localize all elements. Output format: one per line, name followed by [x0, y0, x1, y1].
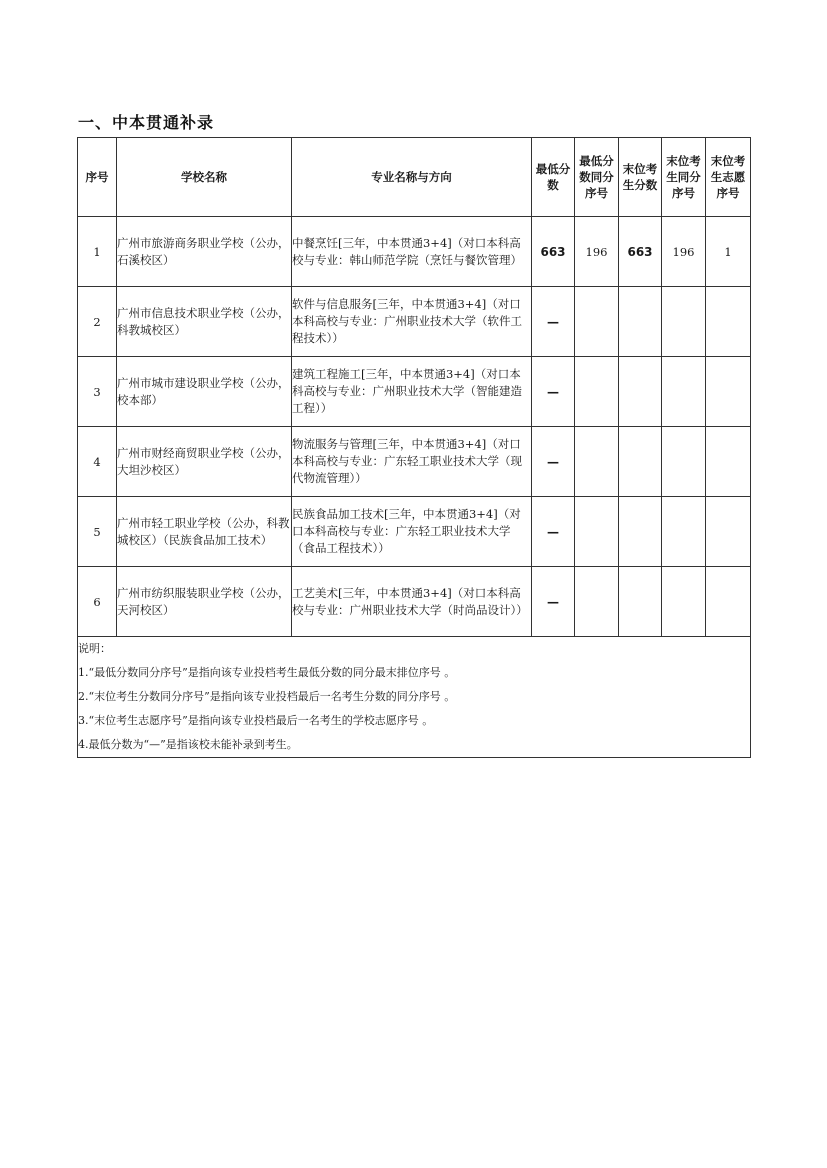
row-min-score: — [532, 497, 575, 567]
row-last-rank [662, 427, 706, 497]
row-major: 物流服务与管理[三年，中本贯通3+4]（对口本科高校与专业：广东轻工职业技术大学（现代物流管理）） [292, 427, 532, 497]
row-last-pref [706, 497, 751, 567]
note-line: 3.“末位考生志愿序号”是指向该专业投档最后一名考生的学校志愿序号 。 [78, 714, 434, 727]
row-min-score: — [532, 567, 575, 637]
row-min-rank [575, 567, 619, 637]
header-last-score: 末位考生分数 [619, 138, 662, 217]
row-major: 中餐烹饪[三年，中本贯通3+4]（对口本科高校与专业：韩山师范学院（烹饪与餐饮管理） [292, 217, 532, 287]
row-school: 广州市轻工职业学校（公办，科教城校区）（民族食品加工技术） [117, 497, 292, 567]
row-school: 广州市城市建设职业学校（公办，校本部） [117, 357, 292, 427]
row-last-score [619, 287, 662, 357]
table-row [78, 427, 751, 497]
row-min-rank [575, 427, 619, 497]
row-school: 广州市纺织服装职业学校（公办，天河校区） [117, 567, 292, 637]
row-last-score [619, 427, 662, 497]
row-last-pref [706, 427, 751, 497]
table-header-row [78, 138, 751, 217]
row-last-rank: 196 [662, 217, 706, 287]
row-major: 建筑工程施工[三年，中本贯通3+4]（对口本科高校与专业：广州职业技术大学（智能建造工程）） [292, 357, 532, 427]
page-title: 一、中本贯通补录 [78, 113, 215, 132]
row-index: 3 [78, 357, 117, 427]
row-last-score [619, 567, 662, 637]
notes-row [78, 637, 751, 758]
header-school: 学校名称 [117, 138, 292, 217]
row-school: 广州市旅游商务职业学校（公办，石溪校区） [117, 217, 292, 287]
header-last-rank: 末位考生同分序号 [662, 138, 706, 217]
row-min-rank [575, 497, 619, 567]
row-last-pref [706, 287, 751, 357]
admission-table [77, 137, 751, 758]
row-min-score: — [532, 357, 575, 427]
notes-cell [78, 637, 751, 758]
row-min-score: — [532, 287, 575, 357]
header-index: 序号 [78, 138, 117, 217]
table-row [78, 217, 751, 287]
table-row [78, 287, 751, 357]
row-major: 民族食品加工技术[三年，中本贯通3+4]（对口本科高校与专业：广东轻工职业技术大学（食品工程技术）） [292, 497, 532, 567]
row-min-score: 663 [532, 217, 575, 287]
row-index: 2 [78, 287, 117, 357]
note-line: 2.“末位考生分数同分序号”是指向该专业投档最后一名考生分数的同分序号 。 [78, 690, 456, 703]
row-index: 4 [78, 427, 117, 497]
row-last-pref: 1 [706, 217, 751, 287]
note-line: 4.最低分数为“—”是指该校未能补录到考生。 [78, 738, 298, 751]
row-index: 5 [78, 497, 117, 567]
table-row [78, 567, 751, 637]
header-major: 专业名称与方向 [292, 138, 532, 217]
row-last-rank [662, 287, 706, 357]
header-last-pref: 末位考生志愿序号 [706, 138, 751, 217]
table-row [78, 497, 751, 567]
note-line: 1.“最低分数同分序号”是指向该专业投档考生最低分数的同分最末排位序号 。 [78, 666, 456, 679]
header-min-score: 最低分数 [532, 138, 575, 217]
row-last-score [619, 497, 662, 567]
row-last-pref [706, 567, 751, 637]
row-min-score: — [532, 427, 575, 497]
row-major: 工艺美术[三年，中本贯通3+4]（对口本科高校与专业：广州职业技术大学（时尚品设计）） [292, 567, 532, 637]
row-index: 1 [78, 217, 117, 287]
row-last-rank [662, 567, 706, 637]
row-major: 软件与信息服务[三年，中本贯通3+4]（对口本科高校与专业：广州职业技术大学（软件工程技术）） [292, 287, 532, 357]
notes-heading: 说明： [78, 642, 111, 655]
row-min-rank: 196 [575, 217, 619, 287]
header-min-rank: 最低分数同分序号 [575, 138, 619, 217]
table-row [78, 357, 751, 427]
row-min-rank [575, 357, 619, 427]
row-last-score: 663 [619, 217, 662, 287]
row-school: 广州市财经商贸职业学校（公办，大坦沙校区） [117, 427, 292, 497]
row-school: 广州市信息技术职业学校（公办，科教城校区） [117, 287, 292, 357]
row-last-rank [662, 497, 706, 567]
row-last-score [619, 357, 662, 427]
row-last-pref [706, 357, 751, 427]
row-min-rank [575, 287, 619, 357]
row-index: 6 [78, 567, 117, 637]
row-last-rank [662, 357, 706, 427]
